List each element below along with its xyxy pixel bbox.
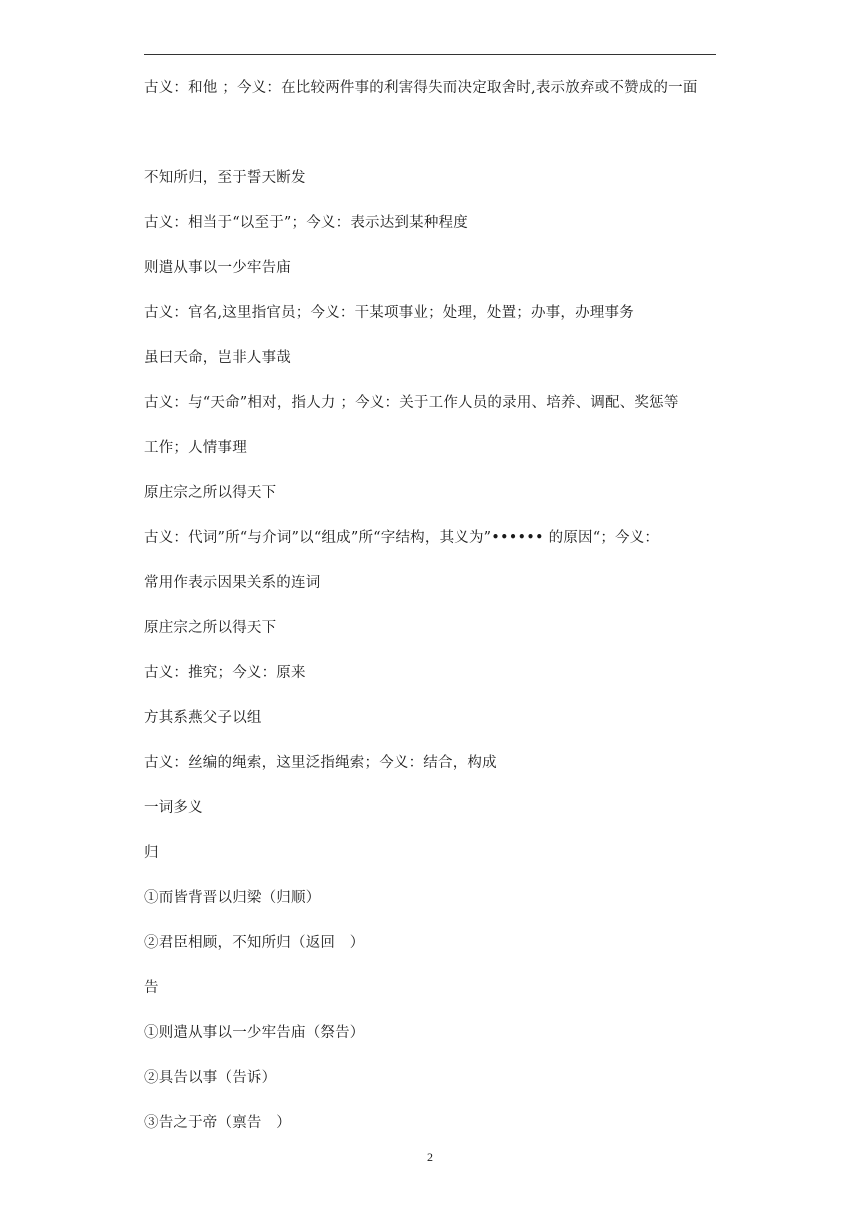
term-heading: 告 bbox=[144, 980, 159, 996]
text-line: 古义：相当于“以至于”；今义：表示达到某种程度 bbox=[144, 215, 468, 231]
text-line: 古义：和他 ；今义：在比较两件事的利害得失而决定取舍时,表示放弃或不赞成的一面 bbox=[144, 80, 698, 96]
definition-item: ①而皆背晋以归梁（归顺） bbox=[144, 890, 321, 906]
definition-item: ①则遣从事以一少牢告庙（祭告） bbox=[144, 1025, 365, 1041]
text-line: 古义：代词”所“与介词”以“组成”所“字结构，其义为”•••••• 的原因“；今义： bbox=[144, 530, 660, 546]
text-line: 虽曰天命，岂非人事哉 bbox=[144, 350, 291, 366]
text-line: 常用作表示因果关系的连词 bbox=[144, 575, 321, 591]
text-line: 工作；人情事理 bbox=[144, 440, 247, 456]
term-heading: 归 bbox=[144, 845, 159, 861]
definition-item: ③告之于帝（禀告 ） bbox=[144, 1115, 291, 1131]
text-line: 不知所归，至于誓天断发 bbox=[144, 170, 306, 186]
text-line: 方其系燕父子以组 bbox=[144, 710, 262, 726]
definition-item: ②君臣相顾，不知所归（返回 ） bbox=[144, 935, 365, 951]
text-line: 原庄宗之所以得天下 bbox=[144, 620, 277, 636]
page-number: 2 bbox=[427, 1150, 433, 1164]
header-rule bbox=[144, 54, 716, 55]
text-line: 古义：官名,这里指官员；今义：干某项事业；处理，处置；办事，办理事务 bbox=[144, 305, 634, 321]
definition-item: ②具告以事（告诉） bbox=[144, 1070, 277, 1086]
text-line: 原庄宗之所以得天下 bbox=[144, 485, 277, 501]
text-line: 古义：与“天命”相对，指人力 ；今义：关于工作人员的录用、培养、调配、奖惩等 bbox=[144, 395, 679, 411]
text-line: 古义：丝编的绳索，这里泛指绳索；今义：结合，构成 bbox=[144, 755, 497, 771]
text-line: 则遣从事以一少牢告庙 bbox=[144, 260, 291, 276]
section-heading: 一词多义 bbox=[144, 800, 203, 816]
text-line: 古义：推究；今义：原来 bbox=[144, 665, 306, 681]
